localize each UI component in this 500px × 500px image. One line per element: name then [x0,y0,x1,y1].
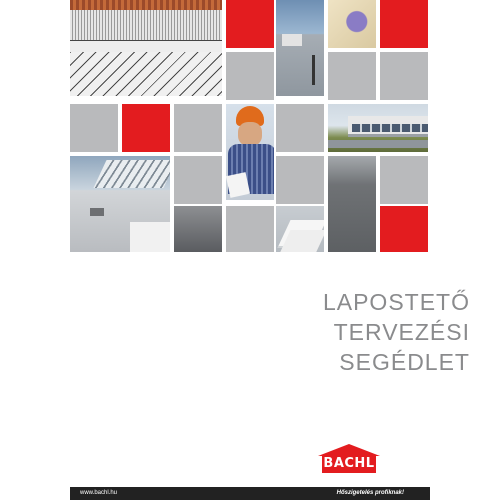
red-tile [380,0,428,48]
brochure-cover [70,0,470,500]
gray-tile [226,52,274,100]
title-line-1: LAPOSTETŐ [322,289,470,315]
title-line-3: SEGÉDLET [339,349,470,375]
photo-membrane-roof [328,156,376,252]
gray-tile [174,104,222,152]
gray-tile [174,156,222,204]
website-link[interactable]: www.bachl.hu [80,490,118,496]
photo-flat-roof [276,0,324,96]
logo-wordmark: BACHL [323,456,375,471]
slogan: Hőszigetelés profiknak! [336,490,404,496]
gray-tile [70,104,118,152]
photo-dark-roof [174,206,222,252]
footer-bar [70,487,430,500]
bachl-logo [318,444,380,480]
gray-tile [380,156,428,204]
photo-worker [226,104,274,200]
gray-tile [276,104,324,152]
gray-tile [328,52,376,100]
photo-commercial-building [328,104,428,152]
gray-tile [380,52,428,100]
photo-material-swatch [328,0,376,48]
gray-tile [226,206,274,252]
red-tile [226,0,274,48]
red-tile [380,206,428,252]
red-tile [122,104,170,152]
title-line-2: TERVEZÉSI [333,319,470,345]
photo-insulation-boards [276,206,324,252]
gray-tile [276,156,324,204]
photo-skylight-roof [70,156,170,252]
photo-roof-section-drawing [70,0,222,96]
